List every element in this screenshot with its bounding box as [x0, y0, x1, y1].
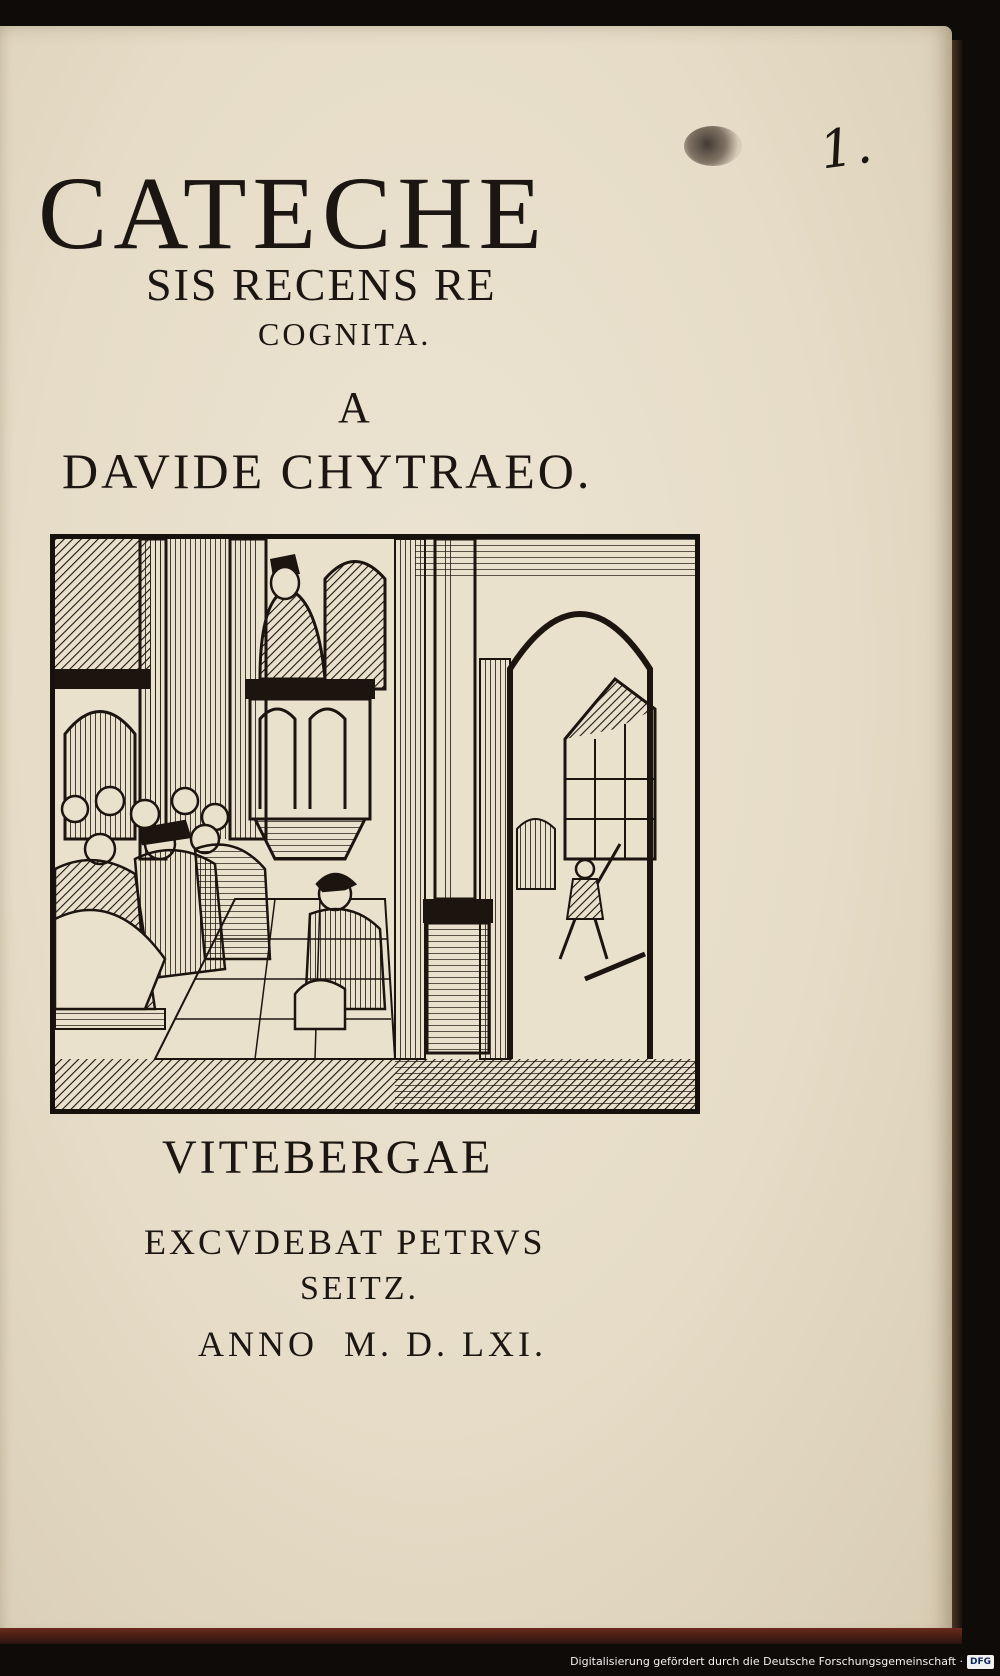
title-line-2: SIS RECENS RE	[146, 259, 497, 310]
imprint-place: VITEBERGAE	[162, 1131, 494, 1184]
woodcut-sermon-scene	[55, 539, 695, 1109]
book-edge-bottom	[0, 1628, 962, 1644]
dfg-logo: DFG	[967, 1655, 994, 1669]
imprint-printer-line-1: EXCVDEBAT PETRVS	[144, 1222, 546, 1262]
author-prefix: A	[338, 383, 372, 432]
book-edge-right	[952, 40, 962, 1640]
title-line-1: CATECHE	[38, 156, 548, 271]
funding-text: Digitalisierung gefördert durch die Deutsche Forschungsgemeinschaft ·	[570, 1655, 963, 1668]
author-name: DAVIDE CHYTRAEO.	[62, 443, 593, 499]
funding-footer	[570, 1652, 994, 1672]
folio-mark: 1.	[816, 114, 878, 182]
imprint-printer-line-2: SEITZ.	[300, 1270, 420, 1307]
ink-stain	[684, 126, 742, 166]
imprint-year: ANNO M. D. LXI.	[198, 1324, 547, 1364]
woodcut-illustration	[50, 534, 700, 1114]
title-line-3: COGNITA.	[258, 316, 432, 352]
title-page	[0, 26, 952, 1644]
